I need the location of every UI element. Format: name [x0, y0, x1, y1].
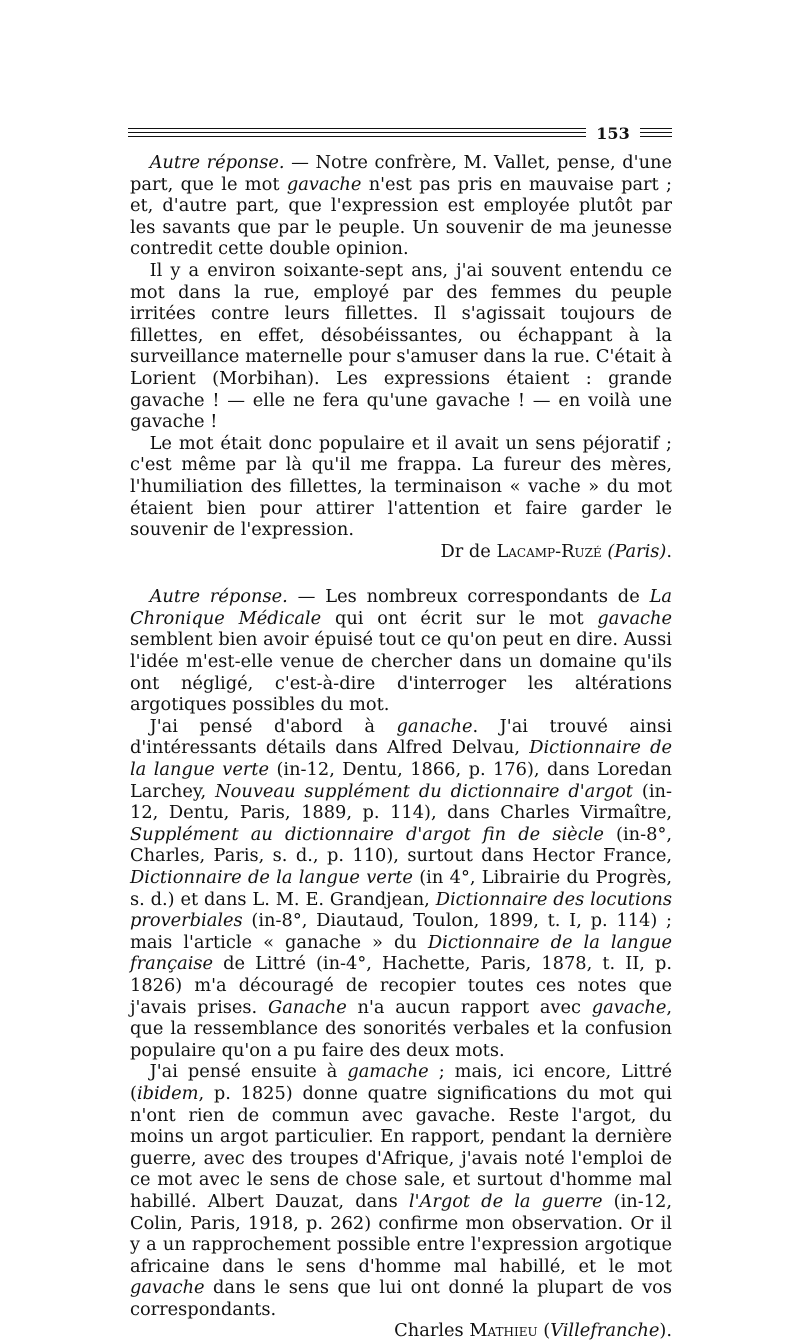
paragraph: J'ai pensé d'abord à ganache. J'ai trouvé ainsi d'intéressants détails dans Alfred Delvau, Dictionnaire de la langue verte (in-12, Dentu, 1866, p. 176), dans Loredan Larchey, Nouveau supplément du dictionnaire d'argot (in-12, Dentu, Paris, 1889, p. 114), dans Charles Virmaître, Supplément au dictionnaire d'argot fin de siècle (in-8°, Charles, Paris, s. d., p. 110), surtout dans Hector France, Dictionnaire de la langue verte (in 4°, Librairie du Progrès, s. d.) et dans L. M. E. Grandjean, Dictionnaire des locutions proverbiales (in-8°, Diautaud, Toulon, 1899, t. I, p. 114) ; mais l'article « ganache » du Dictionnaire de la langue française de Littré (in-4°, Hachette, Paris, 1878, t. II, p. 1826) m'a découragé de recopier toutes ces notes que j'avais prises. Ganache n'a aucun rapport avec gavache, que la ressemblance des sonorités verbales et la confusion populaire qu'on a pu faire des deux mots.: [130, 715, 673, 1061]
paragraph: Il y a environ soixante-sept ans, j'ai souvent entendu ce mot dans la rue, employé par des femmes du peuple irritées contre leurs fillettes. Il s'agissait toujours de fillettes, en effet, désobéissantes, ou échappant à la surveillance maternelle pour s'amuser dans la rue. C'était à Lorient (Morbihan). Les expressions étaient : grande gavache ! — elle ne fera qu'une gavache ! — en voilà une gavache !: [130, 259, 672, 433]
header-rule: [640, 132, 672, 133]
signature: Charles Mathieu (Villefranche).: [394, 1320, 672, 1342]
header-rule: [640, 128, 672, 129]
paragraph: Le mot était donc populaire et il avait un sens péjoratif ; c'est même par là qu'il me frappa. La fureur des mères, l'humiliation des fillettes, la terminaison « vache » du mot étaient bien pour attirer l'attention et faire garder le souvenir de l'expression.: [130, 432, 672, 541]
author-name: Lacamp-Ruzé: [496, 540, 602, 562]
header-rule: [128, 136, 586, 137]
section-lead: Autre réponse.: [149, 586, 288, 608]
section-gap: [130, 562, 672, 586]
body-text: [130, 152, 672, 1342]
paragraph: Autre réponse. — Notre confrère, M. Vallet, pense, d'une part, que le mot gavache n'est pas pris en mauvaise part ; et, d'autre part, que l'expression est employée plutôt par les savants que par le peuple. Un souvenir de ma jeunesse contredit cette double opinion.: [130, 152, 672, 260]
paragraph: J'ai pensé ensuite à gamache ; mais, ici encore, Littré (ibidem, p. 1825) donne quatre significations du mot qui n'ont rien de commun avec gavache. Reste l'argot, du moins un argot particulier. En rapport, pendant la dernière guerre, avec des troupes d'Afrique, j'avais noté l'emploi de ce mot avec le sens de chose sale, et surtout d'homme mal habillé. Albert Dauzat, dans l'Argot de la guerre (in-12, Colin, Paris, 1918, p. 262) confirme mon observation. Or il y a un rapprochement possible entre l'expression argotique africaine dans le sens d'homme mal habillé, et le mot gavache dans le sens que lui ont donné la plupart de vos correspondants.: [130, 1061, 673, 1320]
paragraph: Autre réponse. — Les nombreux correspondants de La Chronique Médicale qui ont écrit sur le mot gavache semblent bien avoir épuisé tout ce qu'on peut en dire. Aussi l'idée m'est-elle venue de chercher dans un domaine qu'ils ont négligé, c'est-à-dire d'interroger les altérations argotiques possibles du mot.: [130, 586, 673, 716]
page-number: 153: [596, 124, 630, 143]
section-lead: Autre réponse.: [149, 152, 285, 173]
header-rule: [640, 136, 672, 137]
author-name: Mathieu: [469, 1320, 538, 1342]
page-header: [128, 122, 672, 146]
header-rule: [128, 128, 586, 129]
signature: Dr de Lacamp-Ruzé (Paris).: [440, 540, 672, 562]
header-rule: [128, 132, 586, 133]
